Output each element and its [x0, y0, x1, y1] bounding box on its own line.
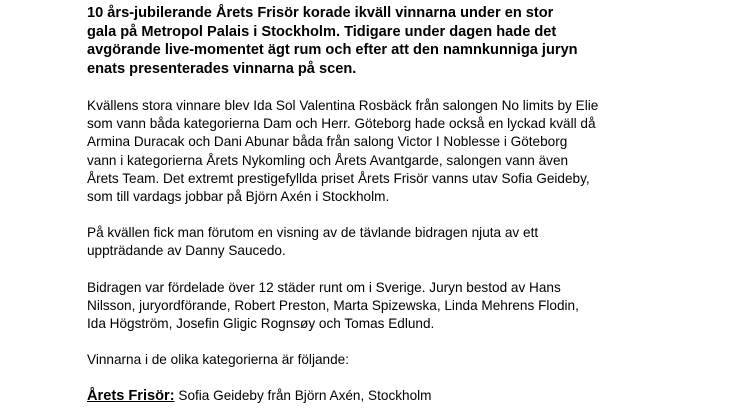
paragraph-line: uppträdande av Danny Saucedo.	[87, 243, 286, 259]
paragraph-line: Vinnarna i de olika kategorierna är följande:	[87, 352, 349, 368]
paragraph-line: På kvällen fick man förutom en visning av de tävlande bidragen njuta av ett	[87, 225, 539, 241]
paragraph-line: Nilsson, juryordförande, Robert Preston, Marta Spizewska, Linda Mehrens Flodin,	[87, 297, 579, 313]
paragraph-line: Armina Duracak och Dani Abunar båda från salong Victor I Noblesse i Göteborg	[87, 134, 568, 150]
paragraph-evening	[87, 224, 727, 260]
paragraph-line: vann i kategorierna Årets Nykomling och Årets Avantgarde, salongen vann även	[87, 152, 569, 168]
paragraph-winners	[87, 97, 727, 206]
paragraph-line: Ida Högström, Josefin Gligic Rognsøy och Tomas Edlund.	[87, 316, 435, 332]
paragraph-line: Kvällens stora vinnare blev Ida Sol Valentina Rosbäck från salongen No limits by Elie	[87, 98, 599, 113]
paragraph-line: som till vardags jobbar på Björn Axén i Stockholm.	[87, 189, 390, 205]
lead-paragraph	[87, 4, 727, 78]
lead-line: enats presenterades vinnarna på scen.	[87, 60, 357, 77]
award-entry	[87, 387, 727, 405]
paragraph-jury	[87, 279, 727, 334]
award-winner: Sofia Geideby från Björn Axén, Stockholm	[178, 388, 432, 404]
paragraph-categories-intro	[87, 351, 727, 369]
lead-line: 10 års-jubilerande Årets Frisör korade ikväll vinnarna under en stor	[87, 5, 554, 21]
paragraph-line: som vann båda kategorierna Dam och Herr. Göteborg hade också en lyckad kväll då	[87, 116, 596, 132]
paragraph-line: Bidragen var fördelade över 12 städer runt om i Sverige. Juryn bestod av Hans	[87, 279, 561, 295]
paragraph-line: Årets Team. Det extremt prestigefyllda priset Årets Frisör vanns utav Sofia Geideby,	[87, 170, 590, 186]
award-title: Årets Frisör:	[87, 388, 175, 405]
lead-line: gala på Metropol Palais i Stockholm. Tidigare under dagen hade det	[87, 23, 557, 40]
press-release-document	[87, 4, 727, 406]
lead-line: avgörande live-momentet ägt rum och efter att den namnkunniga juryn	[87, 42, 578, 58]
